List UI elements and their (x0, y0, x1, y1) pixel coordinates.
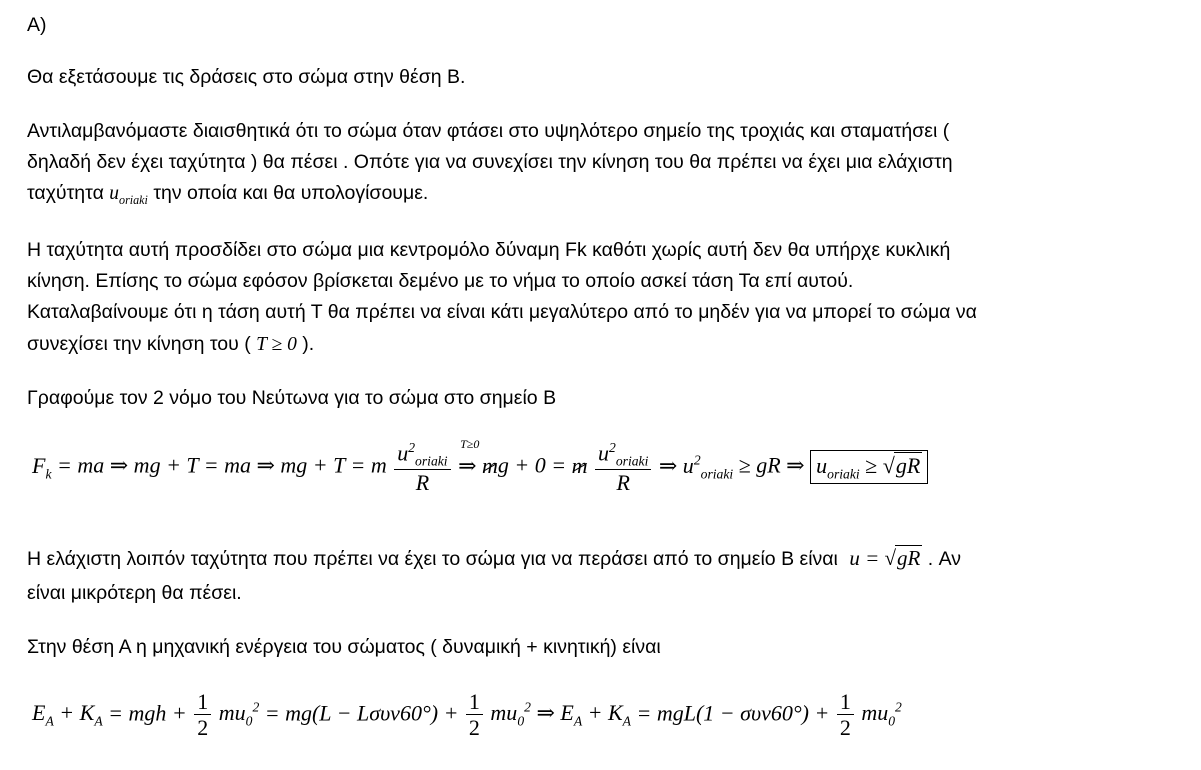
paragraph-3-line-3: Καταλαβαίνουμε ότι η τάση αυτή Τ θα πρέπει να είναι κάτι μεγαλύτερο από το μηδέν για να μπορεί το σώμα να (27, 301, 977, 323)
paragraph-3-line-4 (27, 333, 314, 356)
paragraph-3-line-1: Η ταχύτητα αυτή προσδίδει στο σώμα μια κεντρομόλο δύναμη Fk καθότι χωρίς αυτή δεν θα υπήρχε κυκλική (27, 239, 951, 261)
paragraph-2-line-2: δηλαδή δεν έχει ταχύτητα ) θα πέσει . Οπότε για να συνεχίσει την κίνηση του θα πρέπει να έχει μια ελάχιστη (27, 151, 953, 173)
paragraph-intro: Θα εξετάσουμε τις δράσεις στο σώμα στην θέση Β. (27, 66, 466, 88)
fraction-half-2: $\frac{1}{2}$ (466, 690, 483, 740)
paragraph-2-line-3 (27, 182, 428, 208)
paragraph-3-line-2: κίνηση. Επίσης το σώμα εφόσον βρίσκεται δεμένο με το νήμα το οποίο ασκεί τάση Τα επί αυτού. (27, 270, 854, 292)
math-u-oriaki: $u_{oriaki}$ (109, 183, 148, 207)
paragraph-2-line-1: Αντιλαμβανόμαστε διαισθητικά ότι το σώμα όταν φτάσει στο υψηλότερο σημείο της τροχιάς και σταματήσει ( (27, 120, 950, 142)
text: . Αν (927, 548, 962, 570)
equation-energy: $E_A + K_A$ = mgh + $\frac{1}{2}$ $mu_0^2 = mg(L - L\sigma\upsilon\nu 60^\circ)$ + $\frac{1}{2}$ $mu_0^2$ ⇒ $E_A + K_A = mgL(1 - \sigma\upsilon\nu 60^\circ)$ + $\frac{1}{2}$ $mu_0^2$ (32, 689, 902, 741)
math-min-velocity: u = √gR (849, 546, 921, 570)
heading: Α) (27, 14, 47, 36)
fraction-u2-over-R: $\frac{u^2_{oriaki}}{R}$ (394, 440, 450, 495)
text: την οποία και θα υπολογίσουμε. (153, 182, 429, 204)
text: ταχύτητα (27, 182, 104, 204)
paragraph-6: Στην θέση Α η μηχανική ενέργεια του σώματος ( δυναμική + κινητική) είναι (27, 636, 661, 658)
arrow-with-condition: T≥0 ⇒ (458, 436, 480, 478)
paragraph-5-line-2: είναι μικρότερη θα πέσει. (27, 582, 242, 604)
text: ). (302, 333, 315, 355)
paragraph-5-line-1 (27, 545, 961, 571)
text: συνεχίσει την κίνηση του ( (27, 333, 251, 355)
result-box: $u_{oriaki} \ge √gR$ (810, 450, 928, 484)
fraction-half: $\frac{1}{2}$ (194, 690, 211, 740)
fraction-u2-over-R-2: $\frac{u^2_{oriaki}}{R}$ (595, 440, 651, 495)
paragraph-4: Γραφούμε τον 2 νόμο του Νεύτωνα για το σώμα στο σημείο Β (27, 387, 557, 409)
fraction-half-3: $\frac{1}{2}$ (837, 690, 854, 740)
text: Η ελάχιστη λοιπόν ταχύτητα που πρέπει να έχει το σώμα για να περάσει από το σημείο Β είναι (27, 548, 838, 570)
math-tension-condition: T ≥ 0 (256, 334, 297, 355)
equation-newton-law: $F_k$ = ma ⇒ mg + T = ma ⇒ mg + T = m $\frac{u^2_{oriaki}}{R}$ T≥0 ⇒ mg + 0 = m $\frac{u^2_{oriaki}}{R}$ ⇒ $u^2_{oriaki}$ ≥ gR ⇒ $u_{oriaki} \ge √gR$ (32, 440, 928, 495)
